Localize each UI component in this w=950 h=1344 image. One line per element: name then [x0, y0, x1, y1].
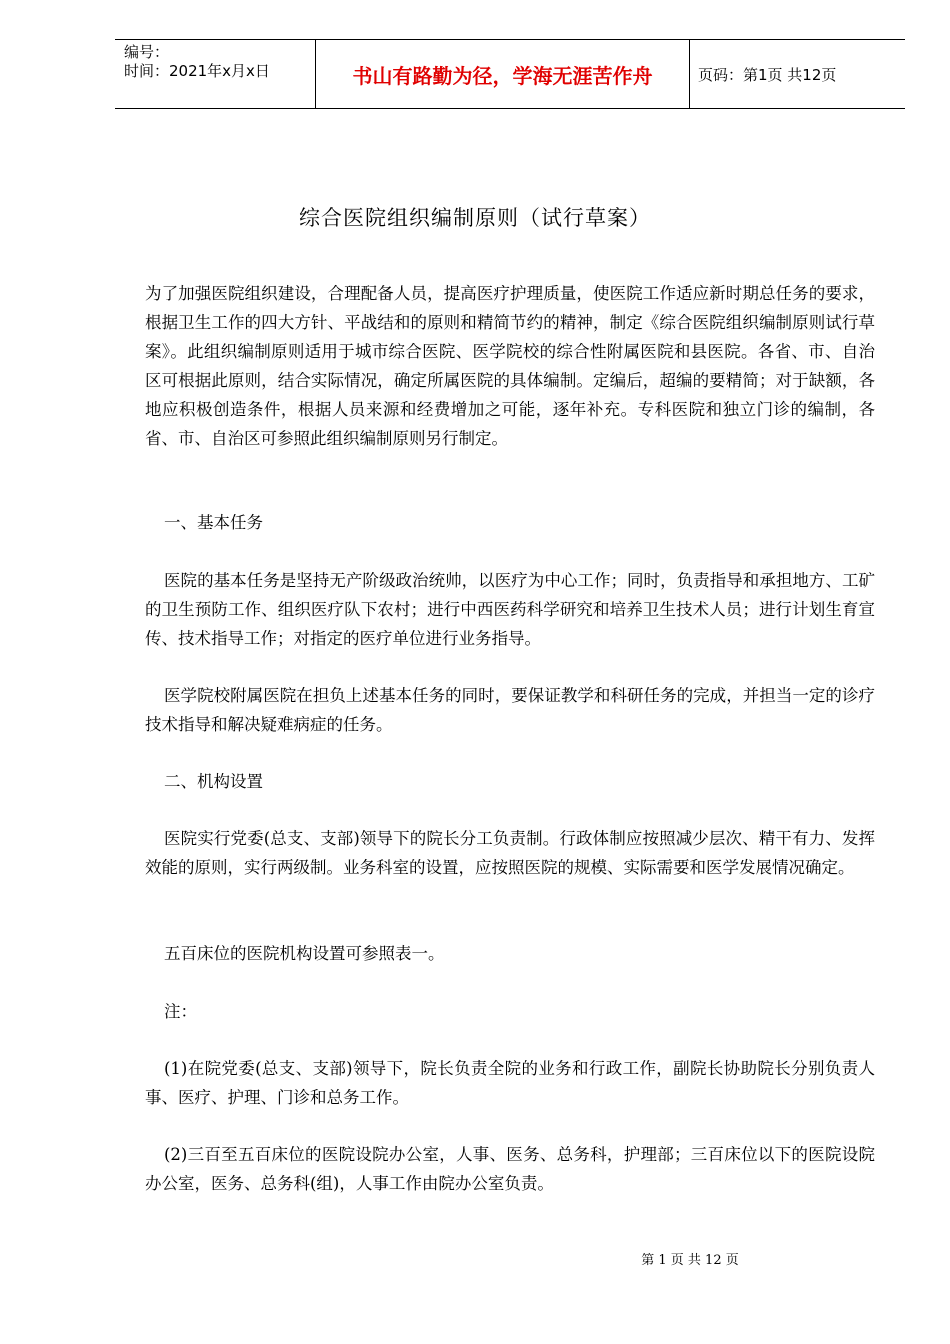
- note-item-2: (2)三百至五百床位的医院设院办公室，人事、医务、总务科，护理部；三百床位以下的医院设院办公室，医务、总务科(组)，人事工作由院办公室负责。: [145, 1145, 875, 1193]
- header-meta-cell: [115, 40, 315, 108]
- page-footer: [0, 1249, 950, 1268]
- note-label: 注：: [164, 1002, 197, 1021]
- document-time-label: 时间：2021年x月x日: [124, 62, 270, 80]
- document-title: 综合医院组织编制原则（试行草案）: [299, 206, 651, 230]
- organization-paragraph-1: 医院实行党委(总支、支部)领导下的院长分工负责制。行政体制应按照减少层次、精干有力、发挥效能的原则，实行两级制。业务科室的设置，应按照医院的规模、实际需要和医学发展情况确定。: [145, 829, 875, 877]
- intro-paragraph: 为了加强医院组织建设，合理配备人员，提高医疗护理质量，使医院工作适应新时期总任务的要求，根据卫生工作的四大方针、平战结和的原则和精简节约的精神，制定《综合医院组织编制原则试行草案》。此组织编制原则适用于城市综合医院、医学院校的综合性附属医院和县医院。各省、市、自治区可根据此原则，结合实际情况，确定所属医院的具体编制。定编后，超编的要精简；对于缺额，各地应积极创造条件，根据人员来源和经费增加之可能，逐年补充。专科医院和独立门诊的编制，各省、市、自治区可参照此组织编制原则另行制定。: [145, 284, 875, 448]
- footer-page-number: 第 1 页 共 12 页: [641, 1253, 739, 1268]
- section-heading-organization: 二、机构设置: [164, 772, 263, 791]
- section-heading-basic-tasks: 一、基本任务: [164, 513, 263, 532]
- document-number-label: 编号：: [124, 43, 170, 61]
- organization-paragraph-2: 五百床位的医院机构设置可参照表一。: [164, 944, 445, 963]
- header-divider: [689, 40, 690, 108]
- basic-tasks-paragraph-1: 医院的基本任务是坚持无产阶级政治统帅，以医疗为中心工作；同时，负责指导和承担地方、工矿的卫生预防工作、组织医疗队下农村；进行中西医药科学研究和培养卫生技术人员；进行计划生育宣传、技术指导工作；对指定的医疗单位进行业务指导。: [145, 571, 875, 648]
- header-page-info: 页码：第1页 共12页: [698, 65, 837, 84]
- note-item-1: (1)在院党委(总支、支部)领导下，院长负责全院的业务和行政工作，副院长协助院长分别负责人事、医疗、护理、门诊和总务工作。: [145, 1059, 875, 1107]
- header-table: [115, 39, 905, 109]
- basic-tasks-paragraph-2: 医学院校附属医院在担负上述基本任务的同时，要保证教学和科研任务的完成，并担当一定的诊疗技术指导和解决疑难病症的任务。: [145, 686, 875, 734]
- header-motto: 书山有路勤为径，学海无涯苦作舟: [352, 63, 653, 88]
